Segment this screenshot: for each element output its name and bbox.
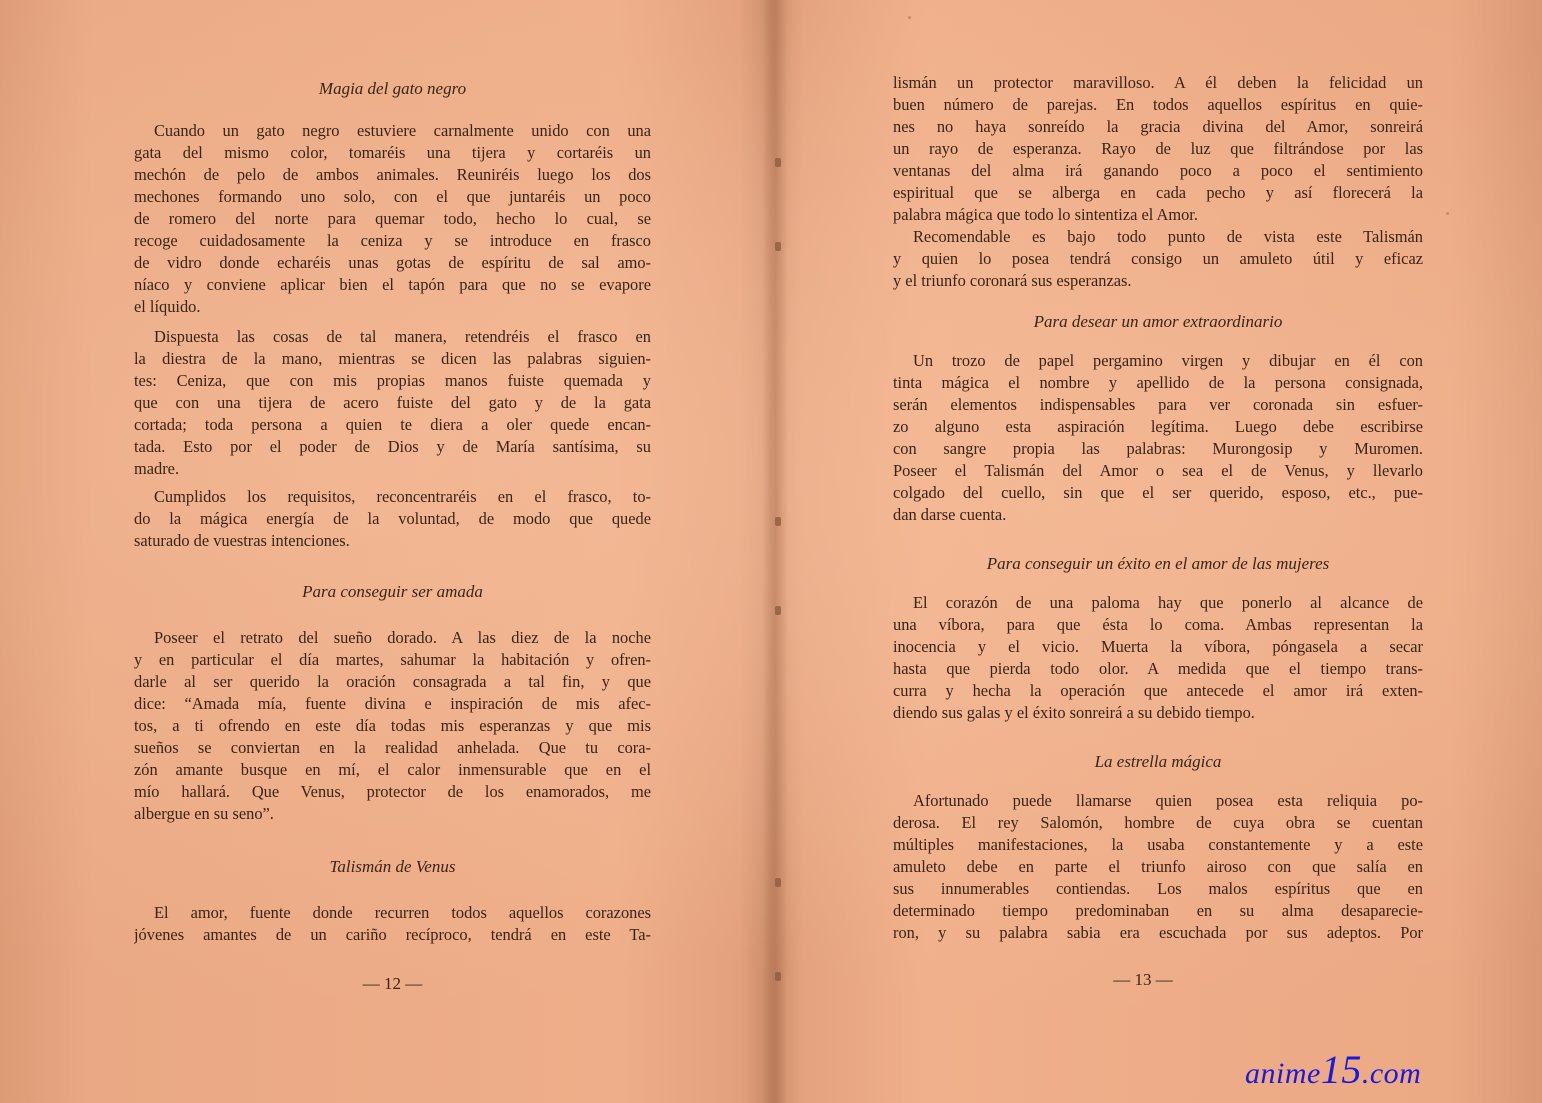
text-line: la diestra de la mano, mientras se dicen las palabras siguien- — [134, 349, 651, 368]
text-line: sus innumerables contiendas. Los malos espíritus que en — [893, 879, 1423, 898]
text-line: nes no haya sonreído la gracia divina del Amor, sonreirá — [893, 117, 1423, 136]
page-number: — 13 — — [1113, 970, 1173, 989]
binding-stitch — [775, 606, 781, 615]
text-line: espiritual que se alberga en cada pecho y así florecerá la — [893, 183, 1423, 202]
text-line: Poseer el retrato del sueño dorado. A las diez de la noche — [154, 628, 651, 647]
text-line: zón amante busque en mí, el calor inmensurable que en el — [134, 760, 651, 779]
paragraph — [893, 592, 1423, 724]
text-line: palabra mágica que todo lo sintentiza el Amor. — [893, 205, 1198, 224]
text-line: Cuando un gato negro estuviere carnalmente unido con una — [154, 121, 651, 140]
binding-stitch — [775, 878, 781, 887]
text-line: inocencia y el vicio. Muerta la víbora, póngasela a secar — [893, 637, 1423, 656]
heading-talisman-de-venus: Talismán de Venus — [329, 857, 456, 876]
paragraph — [134, 902, 651, 946]
heading-para-conseguir-ser-amada: Para conseguir ser amada — [302, 582, 483, 601]
paragraph — [893, 790, 1423, 944]
text-line: el líquido. — [134, 297, 201, 316]
paragraph — [134, 120, 651, 318]
text-line: una víbora, para que ésta lo coma. Ambas representan la — [893, 615, 1423, 634]
text-line: El amor, fuente donde recurren todos aquellos corazones — [154, 903, 651, 922]
text-line: do la mágica energía de la voluntad, de modo que quede — [134, 509, 651, 528]
text-line: serán elementos indispensables para ver coronada sin esfuer- — [893, 395, 1423, 414]
binding-stitch — [775, 242, 781, 251]
text-line: dan darse cuenta. — [893, 505, 1007, 524]
text-line: jóvenes amantes de un cariño recíproco, tendrá en este Ta- — [134, 925, 651, 944]
binding-stitch — [775, 517, 781, 526]
text-line: curra y hecha la operación que antecede el amor irá exten- — [893, 681, 1423, 700]
text-line: Un trozo de papel pergamino virgen y dibujar en él con — [913, 351, 1423, 370]
text-line: Recomendable es bajo todo punto de vista este Talismán — [913, 227, 1423, 246]
text-line: ron, y su palabra sabia era escuchada por sus adeptos. Por — [893, 923, 1423, 942]
text-line: de vidro donde echaréis unas gotas de espíritu de sal amo- — [134, 253, 651, 272]
paragraph — [893, 72, 1423, 226]
text-line: níaco y conviene aplicar bien el tapón para que no se evapore — [134, 275, 651, 294]
paper-speck — [908, 16, 911, 19]
text-line: múltiples manifestaciones, la usaba constantemente y a este — [893, 835, 1423, 854]
paragraph — [893, 226, 1423, 292]
heading-para-conseguir-un-exito: Para conseguir un éxito en el amor de las mujeres — [986, 554, 1330, 573]
paragraph — [893, 350, 1423, 526]
text-line: que con una tijera de acero fuiste del gato y de la gata — [134, 393, 651, 412]
text-line: Dispuesta las cosas de tal manera, retendréis el frasco en — [154, 327, 651, 346]
text-line: sueños se conviertan en la realidad anhelada. Que tu cora- — [134, 738, 651, 757]
text-line: recoge cuidadosamente la ceniza y se introduce en frasco — [134, 231, 651, 250]
heading-para-desear-un-amor: Para desear un amor extraordinario — [1033, 312, 1283, 331]
text-line: Cumplidos los requisitos, reconcentraréis en el frasco, to- — [154, 487, 651, 506]
text-line: Afortunado puede llamarse quien posea esta reliquia po- — [913, 791, 1423, 810]
text-line: tinta mágica el nombre y apellido de la persona consignada, — [893, 373, 1423, 392]
page-number: — 12 — — [362, 974, 423, 993]
text-line: El corazón de una paloma hay que ponerlo al alcance de — [913, 593, 1423, 612]
text-line: y quien lo posea tendrá consigo un amuleto útil y eficaz — [893, 249, 1423, 268]
text-line: con sangre propia las palabras: Murongosip y Muromen. — [893, 439, 1423, 458]
text-line: mechones formando uno solo, con el que juntaréis un poco — [134, 187, 651, 206]
text-line: dice: “Amada mía, fuente divina e inspiración de mis afec- — [134, 694, 651, 713]
text-line: diendo sus galas y el éxito sonreirá a su debido tiempo. — [893, 703, 1255, 722]
text-line: zo alguno esta aspiración legítima. Luego debe escribirse — [893, 417, 1423, 436]
text-line: y en particular el día martes, sahumar la habitación y ofren- — [134, 650, 651, 669]
text-line: y el triunfo coronará sus esperanzas. — [893, 271, 1132, 290]
text-line: cortada; toda persona a quien te diera a oler quede encan- — [134, 415, 651, 434]
text-line: hasta que pierda todo olor. A medida que el tiempo trans- — [893, 659, 1423, 678]
paragraph — [134, 486, 651, 552]
watermark-number: 15 — [1320, 1047, 1362, 1092]
watermark-text: anime — [1245, 1057, 1321, 1090]
heading-la-estrella-magica: La estrella mágica — [1094, 752, 1222, 771]
paragraph — [134, 326, 651, 480]
text-line: mío hallará. Que Venus, protector de los enamorados, me — [134, 782, 651, 801]
paper-speck — [1446, 212, 1449, 215]
text-line: albergue en su seno”. — [134, 804, 274, 823]
text-line: un rayo de esperanza. Rayo de luz que filtrándose por las — [893, 139, 1423, 158]
paragraph — [134, 627, 651, 825]
watermark — [1245, 1046, 1421, 1093]
text-line: mechón de pelo de ambos animales. Reuniréis luego los dos — [134, 165, 651, 184]
text-line: tes: Ceniza, que con mis propias manos fuiste quemada y — [134, 371, 651, 390]
text-line: tos, a ti ofrendo en este día todas mis esperanzas y que mis — [134, 716, 651, 735]
text-line: colgado del cuello, sin que el ser querido, esposo, etc., pue- — [893, 483, 1423, 502]
text-line: determinado tiempo predominaban en su alma desaparecie- — [893, 901, 1423, 920]
text-line: darle al ser querido la oración consagrada a tal fin, y que — [134, 672, 651, 691]
text-line: buen número de parejas. En todos aquellos espíritus en quie- — [893, 95, 1423, 114]
text-line: madre. — [134, 459, 180, 478]
text-line: lismán un protector maravilloso. A él deben la felicidad un — [893, 73, 1423, 92]
text-line: saturado de vuestras intenciones. — [134, 531, 350, 550]
text-line: Poseer el Talismán del Amor o sea el de Venus, y llevarlo — [893, 461, 1423, 480]
text-line: derosa. El rey Salomón, hombre de cuya obra se cuentan — [893, 813, 1423, 832]
text-line: amuleto debe en parte el triunfo airoso con que salía en — [893, 857, 1423, 876]
binding-stitch — [775, 972, 781, 981]
watermark-domain: .com — [1361, 1057, 1422, 1090]
binding-stitch — [775, 158, 781, 167]
heading-magia-del-gato-negro: Magia del gato negro — [318, 79, 467, 98]
text-line: tada. Esto por el poder de Dios y de María santísima, su — [134, 437, 651, 456]
text-line: gata del mismo color, tomaréis una tijera y cortaréis un — [134, 143, 651, 162]
text-line: ventanas del alma irá ganando poco a poco el sentimiento — [893, 161, 1423, 180]
text-line: de romero del norte para quemar todo, hecho lo cual, se — [134, 209, 651, 228]
